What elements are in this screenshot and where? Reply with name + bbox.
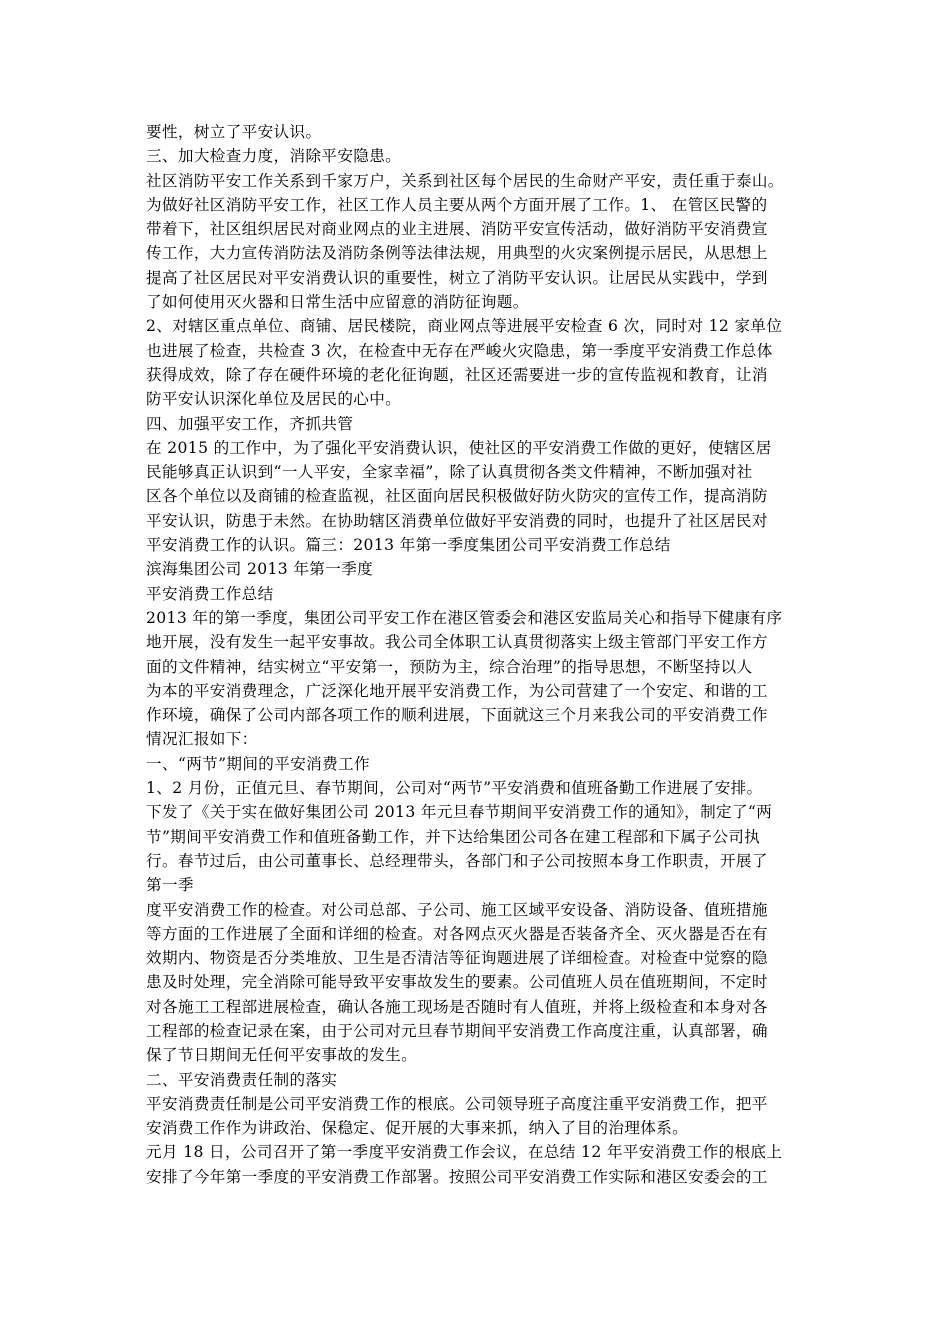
text-line: 平安消费工作的认识。篇三：2013 年第一季度集团公司平安消费工作总结: [146, 536, 671, 555]
text-line: 患及时处理，完全消除可能导致平安事故发生的要素。公司值班人员在值班期间，不定时: [146, 973, 768, 992]
text-line: 要性，树立了平安认识。: [146, 123, 322, 141]
text-line: 第一季: [146, 876, 194, 895]
text-line: 二、平安消费责任制的落实: [146, 1070, 338, 1089]
text-line: 2、对辖区重点单位、商铺、居民楼院，商业网点等进展平安检查 6 次，同时对 12 家单位: [146, 317, 783, 336]
document-body: [146, 120, 810, 1189]
text-line: 等方面的工作进展了全面和详细的检查。对各网点灭火器是否装备齐全、灭火器是否在有: [146, 924, 768, 943]
text-line: 在 2015 的工作中，为了强化平安消费认识，使社区的平安消费工作做的更好，使辖区居: [146, 438, 772, 457]
text-line: 下发了《关于实在做好集团公司 2013 年元旦春节期间平安消费工作的通知》，制定了“两: [146, 803, 773, 822]
text-line: 获得成效，除了存在硬件环境的老化征询题，社区还需要进一步的宣传监视和教育，让消: [146, 365, 768, 384]
text-line: 区各个单位以及商铺的检查监视，社区面向居民积极做好防火防灾的宣传工作，提高消防: [146, 487, 768, 506]
text-line: 元月 18 日，公司召开了第一季度平安消费工作会议，在总结 12 年平安消费工作的根底上: [146, 1143, 783, 1162]
text-line: 平安消费工作总结: [146, 584, 274, 603]
text-line: 面的文件精神，结实树立“平安第一，预防为主，综合治理”的指导思想，不断坚持以人: [146, 657, 753, 676]
text-line: 地开展，没有发生一起平安事故。我公司全体职工认真贯彻落实上级主管部门平安工作方: [146, 633, 768, 652]
text-line: 为做好社区消防平安工作，社区工作人员主要从两个方面开展了工作。1、 在管区民警的: [146, 195, 768, 214]
text-line: 度平安消费工作的检查。对公司总部、子公司、施工区域平安设备、消防设备、值班措施: [146, 900, 768, 919]
text-line: 工程部的检查记录在案，由于公司对元旦春节期间平安消费工作高度注重，认真部署，确: [146, 1021, 768, 1040]
text-line: 作环境，确保了公司内部各项工作的顺利进展，下面就这三个月来我公司的平安消费工作: [146, 706, 768, 725]
text-line: 1、2 月份，正值元旦、春节期间，公司对“两节”平安消费和值班备勤工作进展了安排。: [146, 779, 763, 798]
text-line: 节”期间平安消费工作和值班备勤工作，并下达给集团公司各在建工程部和下属子公司执: [146, 827, 761, 846]
text-line: 防平安认识深化单位及居民的心中。: [146, 390, 402, 409]
text-line: 安排了今年第一季度的平安消费工作部署。按照公司平安消费工作实际和港区安委会的工: [146, 1167, 768, 1186]
text-line: 2013 年的第一季度，集团公司平安工作在港区管委会和港区安监局关心和指导下健康有序: [146, 608, 783, 627]
text-line: 带着下，社区组织居民对商业网点的业主进展、消防平安宣传活动，做好消防平安消费宣: [146, 220, 768, 239]
text-line: 保了节日期间无任何平安事故的发生。: [146, 1046, 418, 1065]
text-line: 民能够真正认识到“一人平安，全家幸福”，除了认真贯彻各类文件精神，不断加强对社: [146, 463, 753, 482]
text-line: 为本的平安消费理念，广泛深化地开展平安消费工作，为公司营建了一个安定、和谐的工: [146, 681, 768, 700]
text-line: 情况汇报如下：: [146, 730, 258, 749]
text-line: 平安消费责任制是公司平安消费工作的根底。公司领导班子高度注重平安消费工作，把平: [146, 1094, 768, 1113]
text-line: 提高了社区居民对平安消费认识的重要性，树立了消防平安认识。让居民从实践中，学到: [146, 268, 768, 287]
text-line: 对各施工工程部进展检查，确认各施工现场是否随时有人值班，并将上级检查和本身对各: [146, 997, 768, 1016]
text-line: 传工作，大力宣传消防法及消防条例等法律法规，用典型的火灾案例提示居民，从思想上: [146, 244, 768, 263]
text-line: 了如何使用灭火器和日常生活中应留意的消防征询题。: [146, 293, 529, 312]
text-line: 安消费工作作为讲政治、保稳定、促开展的大事来抓，纳入了目的治理体系。: [146, 1119, 689, 1138]
text-line: 效期内、物资是否分类堆放、卫生是否清洁等征询题进展了详细检查。对检查中觉察的隐: [146, 949, 768, 968]
text-line: 也进展了检查，共检查 3 次，在检查中无存在严峻火灾隐患，第一季度平安消费工作总体: [146, 341, 773, 360]
text-line: 社区消防平安工作关系到千家万户，关系到社区每个居民的生命财产平安，责任重于泰山。: [146, 171, 784, 190]
text-line: 三、加大检查力度，消除平安隐患。: [146, 147, 402, 166]
text-line: 一、“两节”期间的平安消费工作: [146, 754, 370, 773]
text-line: 行。春节过后，由公司董事长、总经理带头，各部门和子公司按照本身工作职责，开展了: [146, 851, 768, 870]
text-line: 平安认识，防患于未然。在协助辖区消费单位做好平安消费的同时，也提升了社区居民对: [146, 511, 768, 530]
text-line: 四、加强平安工作，齐抓共管: [146, 414, 354, 433]
text-line: 滨海集团公司 2013 年第一季度: [146, 560, 374, 579]
